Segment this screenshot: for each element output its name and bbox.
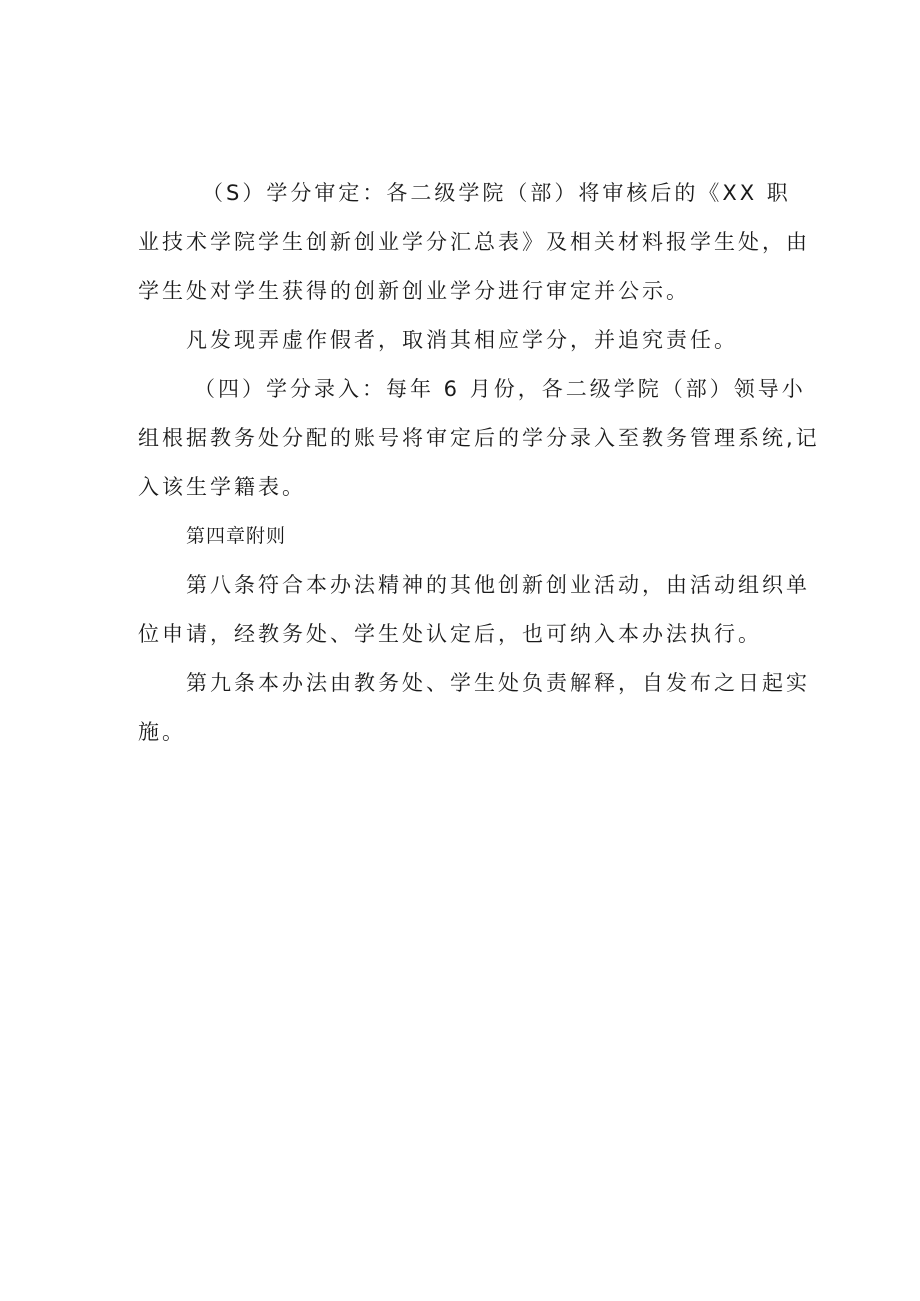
paragraph-fraud-penalty (138, 318, 788, 367)
paragraph-credit-review (138, 171, 810, 318)
text-line: 业技术学院学生创新创业学分汇总表》及相关材料报学生处，由 (138, 230, 810, 254)
text-line: 凡发现弄虚作假者，取消其相应学分，并追究责任。 (186, 328, 738, 352)
text-line: 入该生学籍表。 (138, 475, 306, 499)
text-line: 施。 (138, 720, 186, 744)
chapter-heading (138, 514, 788, 563)
text-line: （四）学分录入：每年 6 月份，各二级学院（部）领导小 (194, 377, 806, 401)
paragraph-article-eight (138, 563, 810, 661)
document-body (138, 171, 820, 759)
paragraph-article-nine (138, 661, 810, 759)
text-line: （S）学分审定：各二级学院（部）将审核后的《XX 职 (202, 181, 791, 205)
text-line: 第八条符合本办法精神的其他创新创业活动，由活动组织单 (186, 573, 810, 597)
text-line: 组根据教务处分配的账号将审定后的学分录入至教务管理系统,记 (138, 426, 820, 450)
paragraph-credit-entry (138, 367, 820, 514)
text-line: 第九条本办法由教务处、学生处负责解释，自发布之日起实 (186, 671, 810, 695)
text-line: 位申请，经教务处、学生处认定后，也可纳入本办法执行。 (138, 622, 762, 646)
text-line: 学生处对学生获得的创新创业学分进行审定并公示。 (138, 279, 690, 303)
chapter-title: 第四章附则 (186, 525, 287, 547)
